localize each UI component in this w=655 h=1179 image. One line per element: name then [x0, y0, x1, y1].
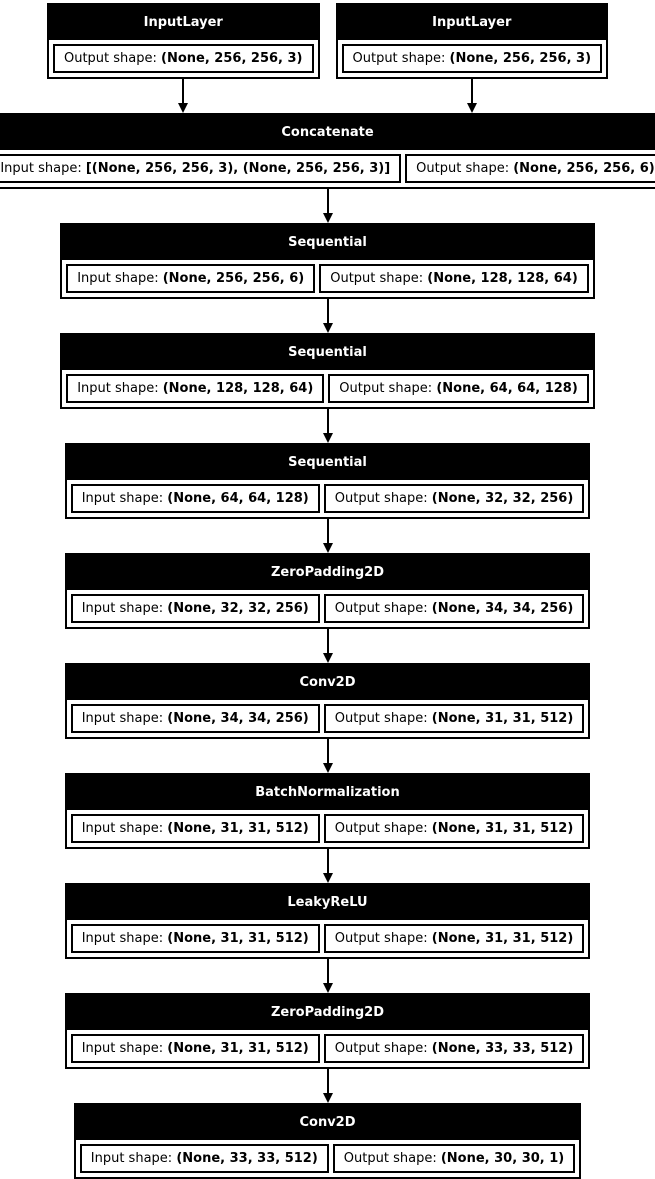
input-shape-cell — [66, 374, 324, 403]
input-shape-value: (None, 31, 31, 512) — [167, 931, 309, 946]
arrow-shaft — [327, 299, 329, 323]
layer-shapes-body — [62, 370, 593, 407]
arrowhead-icon — [323, 763, 333, 773]
output-shape-cell — [324, 814, 585, 843]
arrowhead-icon — [323, 323, 333, 333]
arrow-shaft — [327, 1069, 329, 1093]
input-shape-cell — [66, 264, 315, 293]
output-shape-value: (None, 64, 64, 128) — [436, 381, 578, 396]
arrow-shaft — [327, 849, 329, 873]
arrowhead-icon — [323, 653, 333, 663]
input-shape-value: (None, 31, 31, 512) — [167, 1041, 309, 1056]
layer-shapes-body — [76, 1140, 579, 1177]
output-shape-label: Output shape: — [343, 1151, 437, 1166]
arrowhead-icon — [323, 983, 333, 993]
input-shape-label: Input shape: — [81, 601, 164, 616]
output-shape-cell — [342, 44, 603, 73]
input-shape-label: Input shape: — [81, 931, 164, 946]
input-shape-value: (None, 32, 32, 256) — [167, 601, 309, 616]
layer-node-conv2d-1 — [65, 663, 591, 739]
layer-shapes-body — [67, 590, 589, 627]
arrowhead-icon — [323, 433, 333, 443]
edge-arrow-input1-concatenate — [178, 79, 188, 113]
output-shape-cell — [333, 1144, 575, 1173]
layer-node-zeropadding2d-1 — [65, 553, 591, 629]
output-shape-label: Output shape: — [334, 711, 428, 726]
layer-type-header: ZeroPadding2D — [67, 555, 589, 590]
layer-node-concatenate — [0, 113, 655, 189]
layer-shapes-body — [67, 920, 589, 957]
output-shape-cell — [324, 1034, 585, 1063]
edge-arrow-zeropadding1-conv2d1 — [323, 629, 333, 663]
output-shape-label: Output shape: — [63, 51, 157, 66]
input-shape-label: Input shape: — [81, 491, 164, 506]
input-shape-value: (None, 31, 31, 512) — [167, 821, 309, 836]
input-shape-label: Input shape: — [77, 271, 159, 286]
output-shape-cell — [324, 484, 585, 513]
input-shape-cell — [71, 814, 320, 843]
output-shape-value: (None, 34, 34, 256) — [431, 601, 574, 616]
output-shape-value: (None, 31, 31, 512) — [431, 821, 574, 836]
edge-arrow-sequential2-sequential3 — [323, 409, 333, 443]
input-shape-value: (None, 256, 256, 6) — [162, 271, 305, 286]
input-shape-cell — [71, 594, 320, 623]
layer-shapes-body — [67, 1030, 589, 1067]
input-shape-label: Input shape: — [81, 711, 164, 726]
input-shape-cell — [71, 1034, 320, 1063]
arrowhead-icon — [467, 103, 477, 113]
layer-type-header: BatchNormalization — [67, 775, 589, 810]
layer-shapes-body — [49, 40, 318, 77]
layer-type-header: InputLayer — [338, 5, 607, 40]
arrow-shaft — [182, 79, 184, 103]
input-shape-value: (None, 34, 34, 256) — [167, 711, 309, 726]
arrow-shaft — [327, 409, 329, 433]
output-shape-value: (None, 256, 256, 3) — [449, 51, 592, 66]
output-shape-label: Output shape: — [334, 1041, 428, 1056]
layer-shapes-body — [62, 260, 593, 297]
arrow-shaft — [327, 189, 329, 213]
output-shape-label: Output shape: — [334, 491, 428, 506]
layer-type-header: Conv2D — [67, 665, 589, 700]
layer-type-header: Concatenate — [0, 115, 655, 150]
layer-shapes-body — [67, 810, 589, 847]
input-shape-label: Input shape: — [0, 161, 82, 176]
input-shape-cell — [71, 484, 320, 513]
layer-type-header: Sequential — [62, 335, 593, 370]
input-branch-1 — [47, 3, 320, 113]
layer-type-header: InputLayer — [49, 5, 318, 40]
output-shape-label: Output shape: — [334, 931, 428, 946]
output-shape-cell — [324, 594, 585, 623]
output-shape-value: (None, 256, 256, 3) — [161, 51, 303, 66]
arrowhead-icon — [178, 103, 188, 113]
input-shape-value: [(None, 256, 256, 3), (None, 256, 256, 3)] — [85, 161, 391, 176]
edge-arrow-sequential3-zeropadding1 — [323, 519, 333, 553]
input-shape-value: (None, 128, 128, 64) — [162, 381, 314, 396]
edge-arrow-conv2d1-batchnormalization — [323, 739, 333, 773]
input-shape-cell — [71, 924, 320, 953]
output-shape-cell — [53, 44, 314, 73]
edge-arrow-zeropadding2-conv2d2 — [323, 1069, 333, 1103]
arrowhead-icon — [323, 1093, 333, 1103]
input-shape-label: Input shape: — [81, 821, 164, 836]
input-shape-value: (None, 64, 64, 128) — [167, 491, 309, 506]
arrow-shaft — [327, 739, 329, 763]
arrowhead-icon — [323, 543, 333, 553]
layer-shapes-body — [338, 40, 607, 77]
layer-node-inputlayer-1 — [47, 3, 320, 79]
arrow-shaft — [327, 629, 329, 653]
output-shape-cell — [319, 264, 589, 293]
output-shape-label: Output shape: — [334, 601, 428, 616]
arrow-shaft — [327, 519, 329, 543]
layer-type-header: Conv2D — [76, 1105, 579, 1140]
layer-shapes-body — [67, 480, 589, 517]
input-shape-value: (None, 33, 33, 512) — [176, 1151, 318, 1166]
edge-arrow-batchnormalization-leakyrelu — [323, 849, 333, 883]
layer-node-zeropadding2d-2 — [65, 993, 591, 1069]
layer-type-header: LeakyReLU — [67, 885, 589, 920]
input-shape-label: Input shape: — [77, 381, 159, 396]
layer-type-header: Sequential — [62, 225, 593, 260]
layer-type-header: Sequential — [67, 445, 589, 480]
layer-shapes-body — [67, 700, 589, 737]
output-shape-label: Output shape: — [330, 271, 424, 286]
output-shape-cell — [405, 154, 655, 183]
edge-arrow-input2-concatenate — [467, 79, 477, 113]
output-shape-value: (None, 30, 30, 1) — [440, 1151, 565, 1166]
output-shape-value: (None, 31, 31, 512) — [431, 931, 574, 946]
arrow-shaft — [471, 79, 473, 103]
output-shape-cell — [324, 924, 585, 953]
output-shape-value: (None, 31, 31, 512) — [431, 711, 574, 726]
layer-node-inputlayer-2 — [336, 3, 609, 79]
output-shape-value: (None, 33, 33, 512) — [431, 1041, 574, 1056]
layer-node-sequential-1 — [60, 223, 595, 299]
output-shape-label: Output shape: — [339, 381, 433, 396]
layer-node-conv2d-2 — [74, 1103, 581, 1179]
output-shape-label: Output shape: — [352, 51, 446, 66]
layer-node-sequential-2 — [60, 333, 595, 409]
input-shape-label: Input shape: — [90, 1151, 173, 1166]
output-shape-cell — [324, 704, 585, 733]
output-shape-value: (None, 128, 128, 64) — [427, 271, 578, 286]
output-shape-label: Output shape: — [334, 821, 428, 836]
layer-node-sequential-3 — [65, 443, 591, 519]
output-shape-value: (None, 32, 32, 256) — [431, 491, 574, 506]
edge-arrow-leakyrelu-zeropadding2 — [323, 959, 333, 993]
arrow-shaft — [327, 959, 329, 983]
arrowhead-icon — [323, 873, 333, 883]
input-shape-label: Input shape: — [81, 1041, 164, 1056]
output-shape-value: (None, 256, 256, 6) — [513, 161, 655, 176]
input-shape-cell — [0, 154, 401, 183]
edge-arrow-concatenate-sequential1 — [323, 189, 333, 223]
input-shape-cell — [71, 704, 320, 733]
input-branches-row — [47, 3, 608, 113]
output-shape-label: Output shape: — [416, 161, 510, 176]
layer-node-leakyrelu — [65, 883, 591, 959]
layer-shapes-body — [0, 150, 655, 187]
layer-type-header: ZeroPadding2D — [67, 995, 589, 1030]
arrowhead-icon — [323, 213, 333, 223]
output-shape-cell — [328, 374, 589, 403]
edge-arrow-sequential1-sequential2 — [323, 299, 333, 333]
layer-node-batchnormalization — [65, 773, 591, 849]
input-shape-cell — [80, 1144, 329, 1173]
input-branch-2 — [336, 3, 609, 113]
